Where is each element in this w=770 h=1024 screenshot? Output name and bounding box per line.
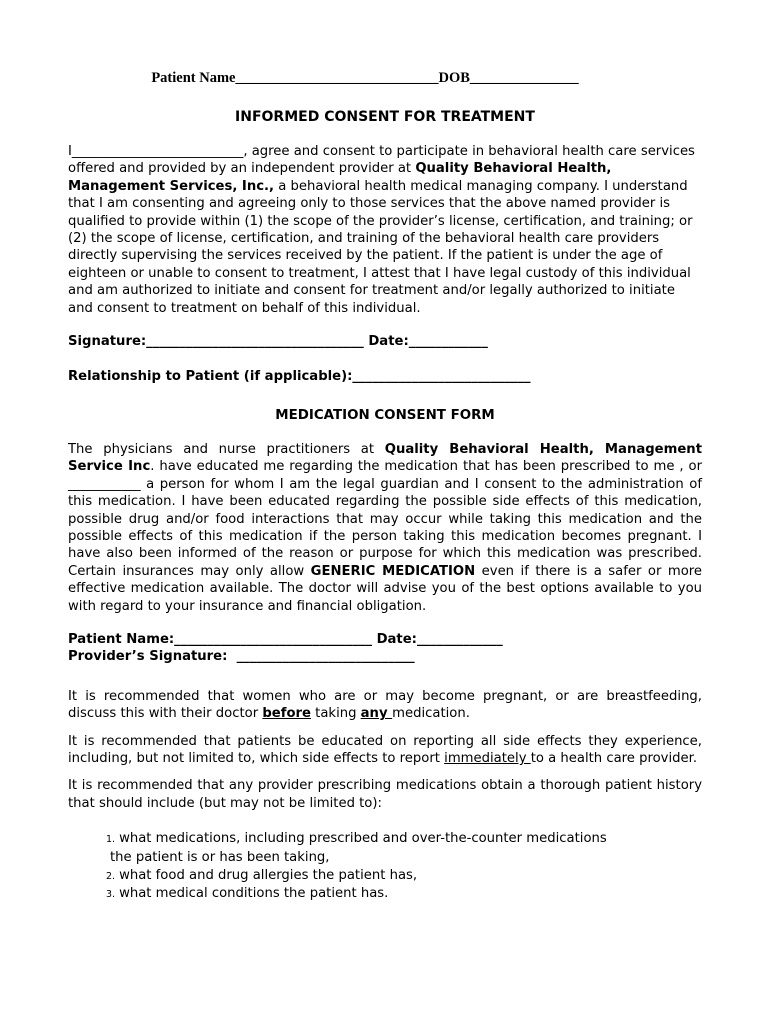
med-text-c: a person for whom I am the legal guardian and I consent to the administration of this medication. I have been educated regarding the possible side effects of this medication, possible drug and/or food interactions that may occur while taking this medication and the possible effects of this medication if the person taking this medication becomes pregnant. I have also been informed of the reason or purpose for which this medication was prescribed. Certain insurances may only allow [68, 476, 702, 579]
patient-name-label: Patient Name [151, 70, 236, 86]
patient-name-field[interactable]: ____________________________ [235, 70, 439, 86]
consent-signature-row [68, 333, 702, 350]
patient-header [28, 70, 702, 87]
consent-date-field[interactable]: ____________ [408, 334, 488, 350]
rec1-text-b: taking [310, 706, 361, 722]
med-text-b: . have educated me regarding the medication that has been prescribed to me , or [150, 459, 702, 475]
rec1-before: before [262, 706, 311, 722]
dob-field[interactable]: _______________ [469, 70, 579, 86]
signature-field[interactable]: _________________________________ [146, 334, 364, 350]
consent-paragraph [68, 143, 702, 317]
rec1-text-a: It is recommended that women who are or may become pregnant, or are breastfeeding, discuss this with their doctor [68, 688, 702, 722]
list-item-text: what medical conditions the patient has. [119, 886, 389, 902]
consent-text-b: a behavioral health medical managing company. I understand that I am consenting and agreeing only to those services that the above named provider is qualified to provide within (1) the scope of the provider’s license, certification, and training; or (2) the scope of license, certification, and training of the behavioral health care providers directly supervising the services received by the patient. If the patient is under the age of eighteen or unable to consent to treatment, I attest that I have legal custody of this individual and am authorized to initiate and consent for treatment and/or legally authorized to initiate and consent to treatment on behalf of this individual. [68, 178, 693, 316]
list-item-text: what food and drug allergies the patient has, [119, 868, 418, 883]
med-date-field[interactable]: _____________ [416, 631, 503, 647]
relationship-row [68, 368, 702, 385]
rec2-text-b: to a health care provider. [530, 750, 698, 766]
recommendation-side-effects [68, 733, 702, 768]
list-number: 2. [106, 871, 116, 882]
med-date-label: Date: [371, 631, 417, 647]
list-item [106, 849, 702, 867]
list-item [106, 830, 702, 848]
consenter-name-field[interactable]: __________________________ [71, 144, 244, 159]
rec2-immediately: immediately [444, 750, 531, 766]
consent-date-label: Date: [363, 334, 409, 350]
relationship-field[interactable]: ___________________________ [352, 369, 531, 385]
relationship-label: Relationship to Patient (if applicable): [68, 369, 353, 385]
document-page [68, 70, 702, 904]
list-number: 3. [106, 889, 116, 901]
med-text-d: even if there is a safer or more effective medication available. The doctor will advise you of the best options available to you with regard to your insurance and financial obligation. [68, 563, 703, 614]
rec1-any: any [360, 706, 393, 722]
med-patient-name-label: Patient Name: [68, 631, 175, 647]
list-item-text: the patient is or has been taking, [110, 849, 330, 865]
med-text-a: The physicians and nurse practitioners at [68, 441, 385, 457]
consent-text-a: , agree and consent to participate in behavioral health care services offered and provided by an independent provider at [68, 144, 695, 177]
list-item-text: what medications, including prescribed and over-the-counter medications [119, 831, 607, 847]
provider-signature-label: Provider’s Signature: [68, 649, 228, 665]
history-list [68, 830, 702, 904]
medication-paragraph [68, 441, 702, 615]
provider-signature-field[interactable]: ___________________________ [227, 649, 415, 665]
dob-label: DOB [438, 70, 470, 86]
rec2-text-a: It is recommended that patients be educated on reporting all side effects they experience, including, but not limited to, which side effects to report [68, 733, 702, 766]
list-item [106, 885, 702, 903]
guardian-field[interactable]: ___________ [68, 476, 141, 492]
med-org-name: Quality Behavioral Health, Management Service Inc [68, 441, 702, 475]
consent-org-name: Quality Behavioral Health, Management Services, Inc., [68, 161, 612, 194]
med-patient-row [68, 631, 702, 648]
list-item [106, 867, 702, 885]
list-number: 1. [106, 834, 116, 846]
consent-title: INFORMED CONSENT FOR TREATMENT [235, 109, 535, 125]
signature-label: Signature: [68, 334, 147, 350]
med-patient-name-field[interactable]: ______________________________ [174, 631, 372, 647]
recommendation-pregnancy [68, 688, 702, 723]
medication-title: MEDICATION CONSENT FORM [275, 407, 495, 423]
rec1-text-c: medication. [392, 706, 470, 722]
generic-medication-text: GENERIC MEDICATION [310, 563, 476, 579]
consent-text-start: I [68, 144, 72, 159]
provider-signature-row [68, 648, 702, 665]
recommendation-history: It is recommended that any provider prescribing medications obtain a thorough patient history that should include (but may not be limited to): [68, 778, 702, 811]
